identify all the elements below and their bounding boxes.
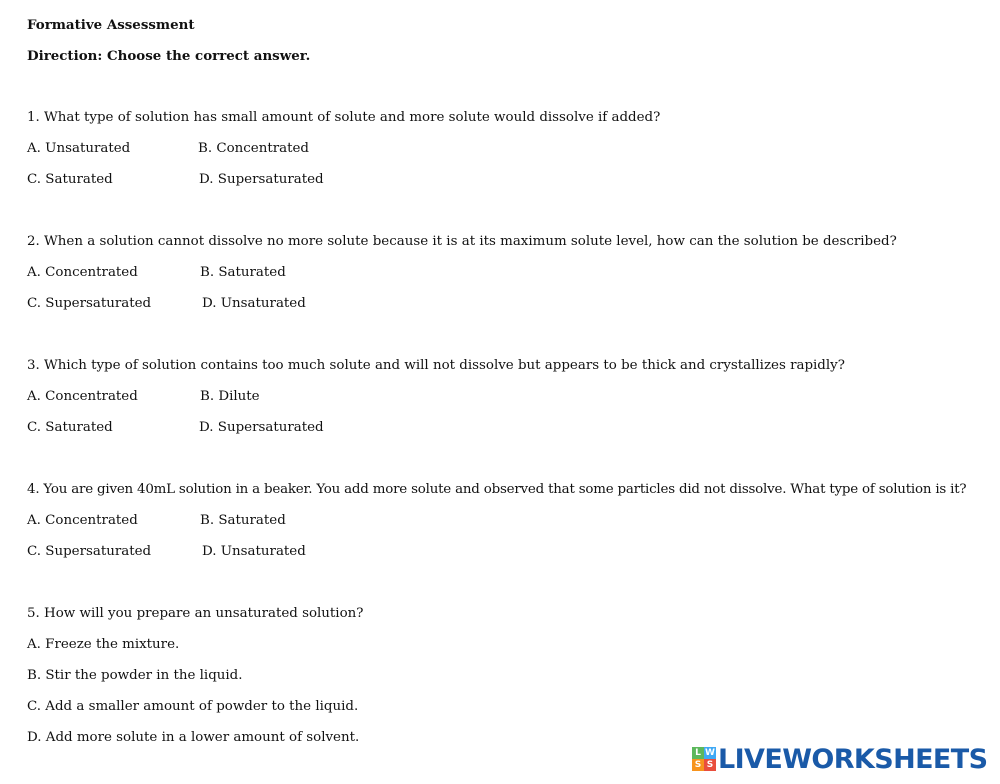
logo-tile: S — [704, 759, 716, 771]
option-b[interactable]: B. Dilute — [200, 389, 260, 404]
question-text: 4. You are given 40mL solution in a beaker. You add more solute and observed that some particles did not dissolve. What type of solution is it? — [27, 482, 967, 497]
option-d[interactable]: D. Unsaturated — [202, 296, 306, 311]
option-a[interactable]: A. Freeze the mixture. — [27, 637, 180, 652]
option-a[interactable]: A. Concentrated — [27, 389, 138, 404]
option-a[interactable]: A. Unsaturated — [27, 141, 131, 156]
option-a[interactable]: A. Concentrated — [27, 513, 138, 528]
option-c[interactable]: C. Saturated — [27, 172, 113, 187]
option-b[interactable]: B. Saturated — [200, 513, 286, 528]
option-b[interactable]: B. Saturated — [200, 265, 286, 280]
logo-tile: S — [692, 759, 704, 771]
logo-tile: L — [692, 747, 704, 759]
option-a[interactable]: A. Concentrated — [27, 265, 138, 280]
logo-tile: W — [705, 747, 715, 758]
question-text: 5. How will you prepare an unsaturated solution? — [27, 606, 364, 621]
liveworksheets-logo-icon — [692, 747, 716, 771]
question-text: 2. When a solution cannot dissolve no more solute because it is at its maximum solute level, how can the solution be described? — [27, 234, 897, 249]
option-b[interactable]: B. Stir the powder in the liquid. — [27, 668, 243, 683]
option-c[interactable]: C. Saturated — [27, 420, 113, 435]
option-b[interactable]: B. Concentrated — [198, 141, 309, 156]
option-d[interactable]: D. Supersaturated — [199, 420, 324, 435]
question-text: 1. What type of solution has small amount of solute and more solute would dissolve if added? — [27, 110, 661, 125]
option-d[interactable]: D. Unsaturated — [202, 544, 306, 559]
question-text: 3. Which type of solution contains too much solute and will not dissolve but appears to be thick and crystallizes rapidly? — [27, 358, 845, 373]
option-c[interactable]: C. Supersaturated — [27, 296, 152, 311]
option-d[interactable]: D. Supersaturated — [199, 172, 324, 187]
option-c[interactable]: C. Add a smaller amount of powder to the liquid. — [27, 699, 359, 714]
liveworksheets-logo — [692, 742, 987, 776]
direction-text: Direction: Choose the correct answer. — [27, 48, 311, 64]
option-d[interactable]: D. Add more solute in a lower amount of solvent. — [27, 730, 360, 745]
worksheet-title: Formative Assessment — [27, 17, 195, 33]
liveworksheets-logo-text: LIVEWORKSHEETS — [718, 743, 988, 775]
option-c[interactable]: C. Supersaturated — [27, 544, 152, 559]
